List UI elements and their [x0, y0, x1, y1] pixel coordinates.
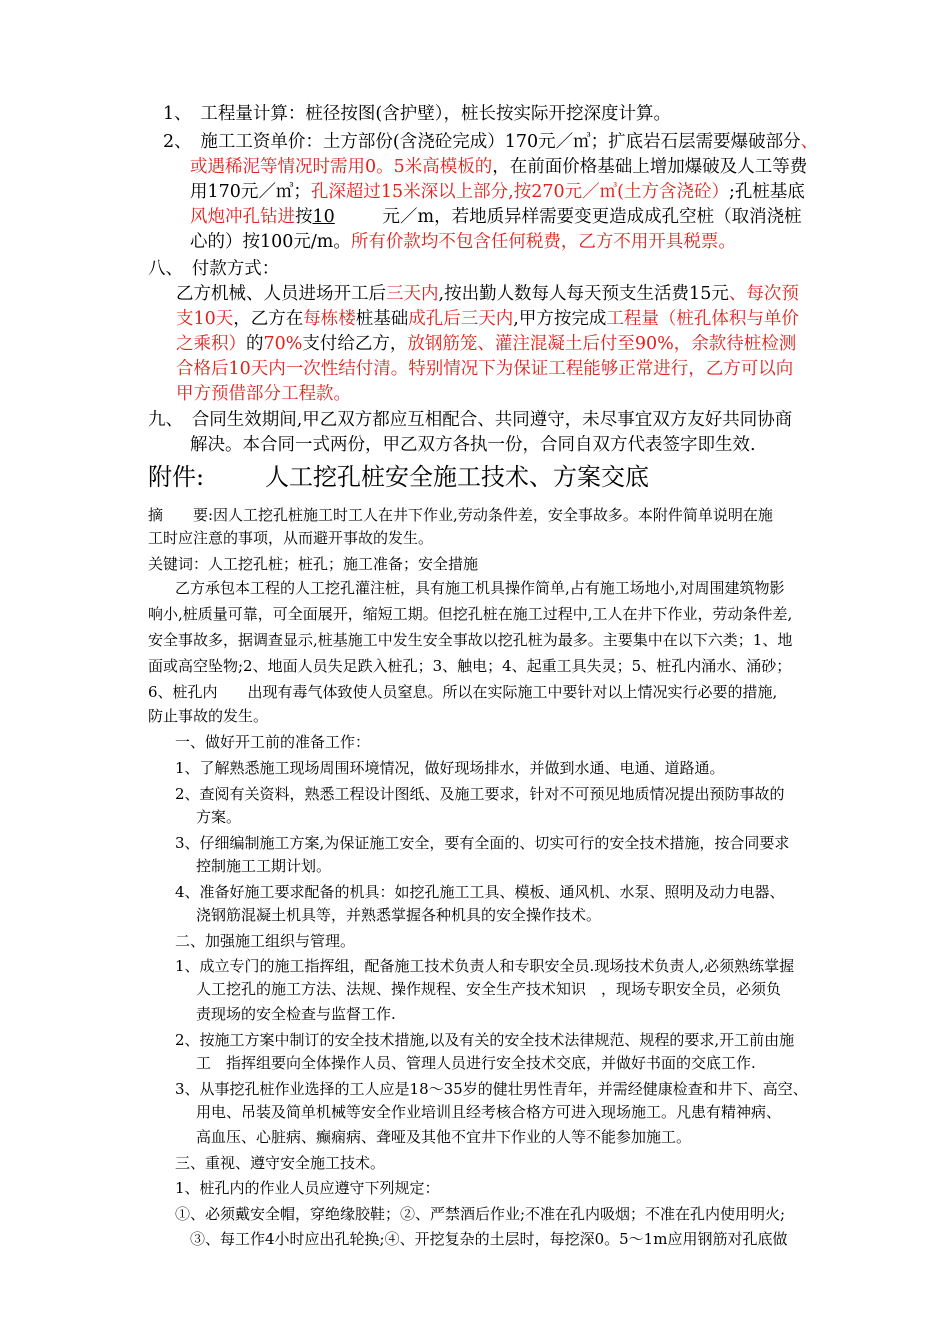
- red-text-span: 工程量（桩孔体积与单价: [606, 309, 799, 329]
- appendix-label: 附件:: [148, 463, 205, 491]
- red-text-span: 70%: [263, 334, 303, 354]
- section-8-line-2: [176, 305, 799, 333]
- text-span: 用170元／㎥；: [190, 182, 311, 202]
- section-2-heading: 二、加强施工组织与管理。: [175, 932, 356, 950]
- keywords: 关键词：人工挖孔桩；桩孔；施工准备；安全措施: [148, 555, 479, 573]
- text-span: ,按出勤人数每人每天预支生活费15元: [438, 284, 729, 304]
- text-span: ，乙方在: [233, 309, 304, 329]
- text-span: 支付给乙方，: [302, 334, 408, 354]
- section-2-item-cont: 工 指挥组要向全体操作人员、管理人员进行安全技术交底，并做好书面的交底工作.: [196, 1054, 756, 1072]
- abstract-line-2: 工时应注意的事项，从而避开事故的发生。: [148, 529, 434, 547]
- section-2-item: 3、从事挖孔桩作业选择的工人应是18～35岁的健壮男性青年，并需经健康检查和井下、高空、: [175, 1080, 808, 1098]
- text-span: 乙方机械、人员进场开工后: [176, 284, 386, 304]
- clause-item-1: 1、 工程量计算：桩径按图(含护壁），桩长按实际开挖深度计算。: [163, 104, 671, 124]
- section-8-line-1: [176, 280, 799, 308]
- text-span: 元／m，若地质异样需要变更造成成孔空桩（取消浇桩: [382, 207, 802, 227]
- red-text-span: 放钢筋笼、灌注混凝土后付至90%，余款待桩检测: [407, 334, 797, 354]
- section-2-item-cont: 用电、吊装及简单机械等安全作业培训且经考核合格方可进入现场施工。凡患有精神病、: [196, 1103, 782, 1121]
- intro-line-6: 防止事故的发生。: [148, 707, 269, 725]
- red-text-span: 所有价款均不包含任何税费，乙方不用开具税票。: [350, 232, 736, 252]
- intro-line-1: 乙方承包本工程的人工挖孔灌注桩，具有施工机具操作简单,占有施工场地小,对周围建筑物影: [175, 579, 785, 597]
- section-8-line-3: [176, 330, 796, 358]
- intro-line-2: 响小,桩质量可靠，可全面展开，缩短工期。但挖孔桩在施工过程中,工人在井下作业，劳动条件差,: [148, 605, 793, 623]
- text-span: 按: [295, 207, 313, 227]
- abstract-line-1: 摘 要:因人工挖孔桩施工时工人在井下作业,劳动条件差，安全事故多。本附件简单说明在施: [148, 506, 773, 524]
- section-2-item: 1、成立专门的施工指挥组，配备施工技术负责人和专职安全员.现场技术负责人,必须熟练掌握: [175, 957, 795, 975]
- intro-line-3: 安全事故多，据调查显示,桩基施工中发生安全事故以挖孔桩为最多。主要集中在以下六类；1、地: [148, 631, 793, 649]
- text-span: ;孔桩基底: [728, 182, 805, 202]
- section-3-item: ①、必须戴安全帽，穿绝缘胶鞋；②、严禁酒后作业;不准在孔内吸烟；不准在孔内使用明火;: [175, 1205, 786, 1223]
- clause-item-2-line-5: [190, 228, 736, 256]
- section-3-item: 1、桩孔内的作业人员应遵守下列规定：: [175, 1179, 440, 1197]
- underlined-price: 10: [312, 207, 335, 227]
- clause-item-2-line-4: [190, 203, 802, 231]
- section-1-item-cont: 浇钢筋混凝土机具等，并熟悉掌握各种机具的安全操作技术。: [196, 906, 602, 924]
- section-8-line-4: 合格后10天内一次性结付清。特别情况下为保证工程能够正常进行，乙方可以向: [176, 359, 794, 379]
- text-span: 的: [246, 334, 264, 354]
- section-1-item: 1、了解熟悉施工现场周围环境情况，做好现场排水，并做到水通、电通、道路通。: [175, 759, 725, 777]
- red-text-span: 支10天: [176, 309, 234, 329]
- section-2-item-cont: 人工挖孔的施工方法、法规、操作规程、安全生产技术知识 ，现场专职安全员，必须负: [196, 980, 782, 998]
- section-1-item-cont: 控制施工工期计划。: [196, 857, 332, 875]
- red-text-span: 、: [800, 132, 819, 152]
- appendix-title: 人工挖孔桩安全施工技术、方案交底: [265, 463, 649, 491]
- section-2-item-cont: 责现场的安全检查与监督工作.: [196, 1005, 396, 1023]
- text-span: 2、 施工工资单价：土方部份(含浇砼完成）170元／㎥；扩底岩石层需要爆破部分: [163, 132, 801, 152]
- red-text-span: 、每次预: [728, 284, 799, 304]
- section-3-item-cont: ③、每工作4小时应出孔轮换;④、开挖复杂的土层时，每挖深0。5～1m应用钢筋对孔底做: [190, 1230, 788, 1248]
- red-text-span: 成孔后三天内: [408, 309, 514, 329]
- section-1-item: 3、仔细编制施工方案,为保证施工安全，要有全面的、切实可行的安全技术措施，按合同要求: [175, 834, 790, 852]
- red-text-span: 之乘积）: [176, 334, 246, 354]
- red-text-span: 风炮冲孔钻进: [190, 207, 295, 227]
- section-8-line-5: 甲方预借部分工程款。: [176, 384, 351, 404]
- red-text-span: 三天内: [386, 284, 439, 304]
- section-1-item: 4、准备好施工要求配备的机具：如挖孔施工工具、模板、通风机、水泵、照明及动力电器、: [175, 883, 785, 901]
- section-1-item-cont: 方案。: [196, 808, 242, 826]
- clause-item-2-line-1: [163, 128, 818, 156]
- section-1-item: 2、查阅有关资料，熟悉工程设计图纸、及施工要求，针对不可预见地质情况提出预防事故的: [175, 785, 785, 803]
- section-8-heading: 八、 付款方式：: [148, 259, 280, 279]
- text-span: ，在前面价格基础上增加爆破及人工等费: [492, 157, 808, 177]
- text-span: 桩基础: [355, 309, 409, 329]
- clause-item-2-line-2: [190, 153, 807, 181]
- section-2-item: 2、按施工方案中制订的安全技术措施,以及有关的安全技术法律规范、规程的要求,开工前由施: [175, 1031, 795, 1049]
- section-3-heading: 三、重视、遵守安全施工技术。: [175, 1154, 386, 1172]
- text-span: ,甲方按完成: [513, 309, 607, 329]
- red-text-span: 或遇稀泥等情况时需用0。5米高模板的: [190, 157, 493, 177]
- red-text-span: 每栋楼: [303, 309, 356, 329]
- section-9-line-1: 九、 合同生效期间,甲乙双方都应互相配合、共同遵守，未尽事宜双方友好共同协商: [148, 410, 793, 430]
- intro-line-5: 6、桩孔内 出现有毒气体致使人员窒息。所以在实际施工中要针对以上情况实行必要的措施,: [148, 683, 778, 701]
- intro-line-4: 面或高空坠物;2、地面人员失足跌入桩孔；3、触电；4、起重工具失灵；5、桩孔内涌水、涌砂；: [148, 657, 792, 675]
- red-text-span: 孔深超过15米深以上部分,按270元／㎥(土方含浇砼）: [310, 182, 729, 202]
- section-1-heading: 一、做好开工前的准备工作：: [175, 733, 371, 751]
- section-2-item-cont: 高血压、心脏病、癫痫病、聋哑及其他不宜井下作业的人等不能参加施工。: [196, 1128, 692, 1146]
- clause-item-2-line-3: [190, 178, 805, 206]
- section-9-line-2: 解决。本合同一式两份，甲乙双方各执一份，合同自双方代表签字即生效.: [190, 435, 756, 455]
- text-span: 心的）按100元/m。: [190, 232, 351, 252]
